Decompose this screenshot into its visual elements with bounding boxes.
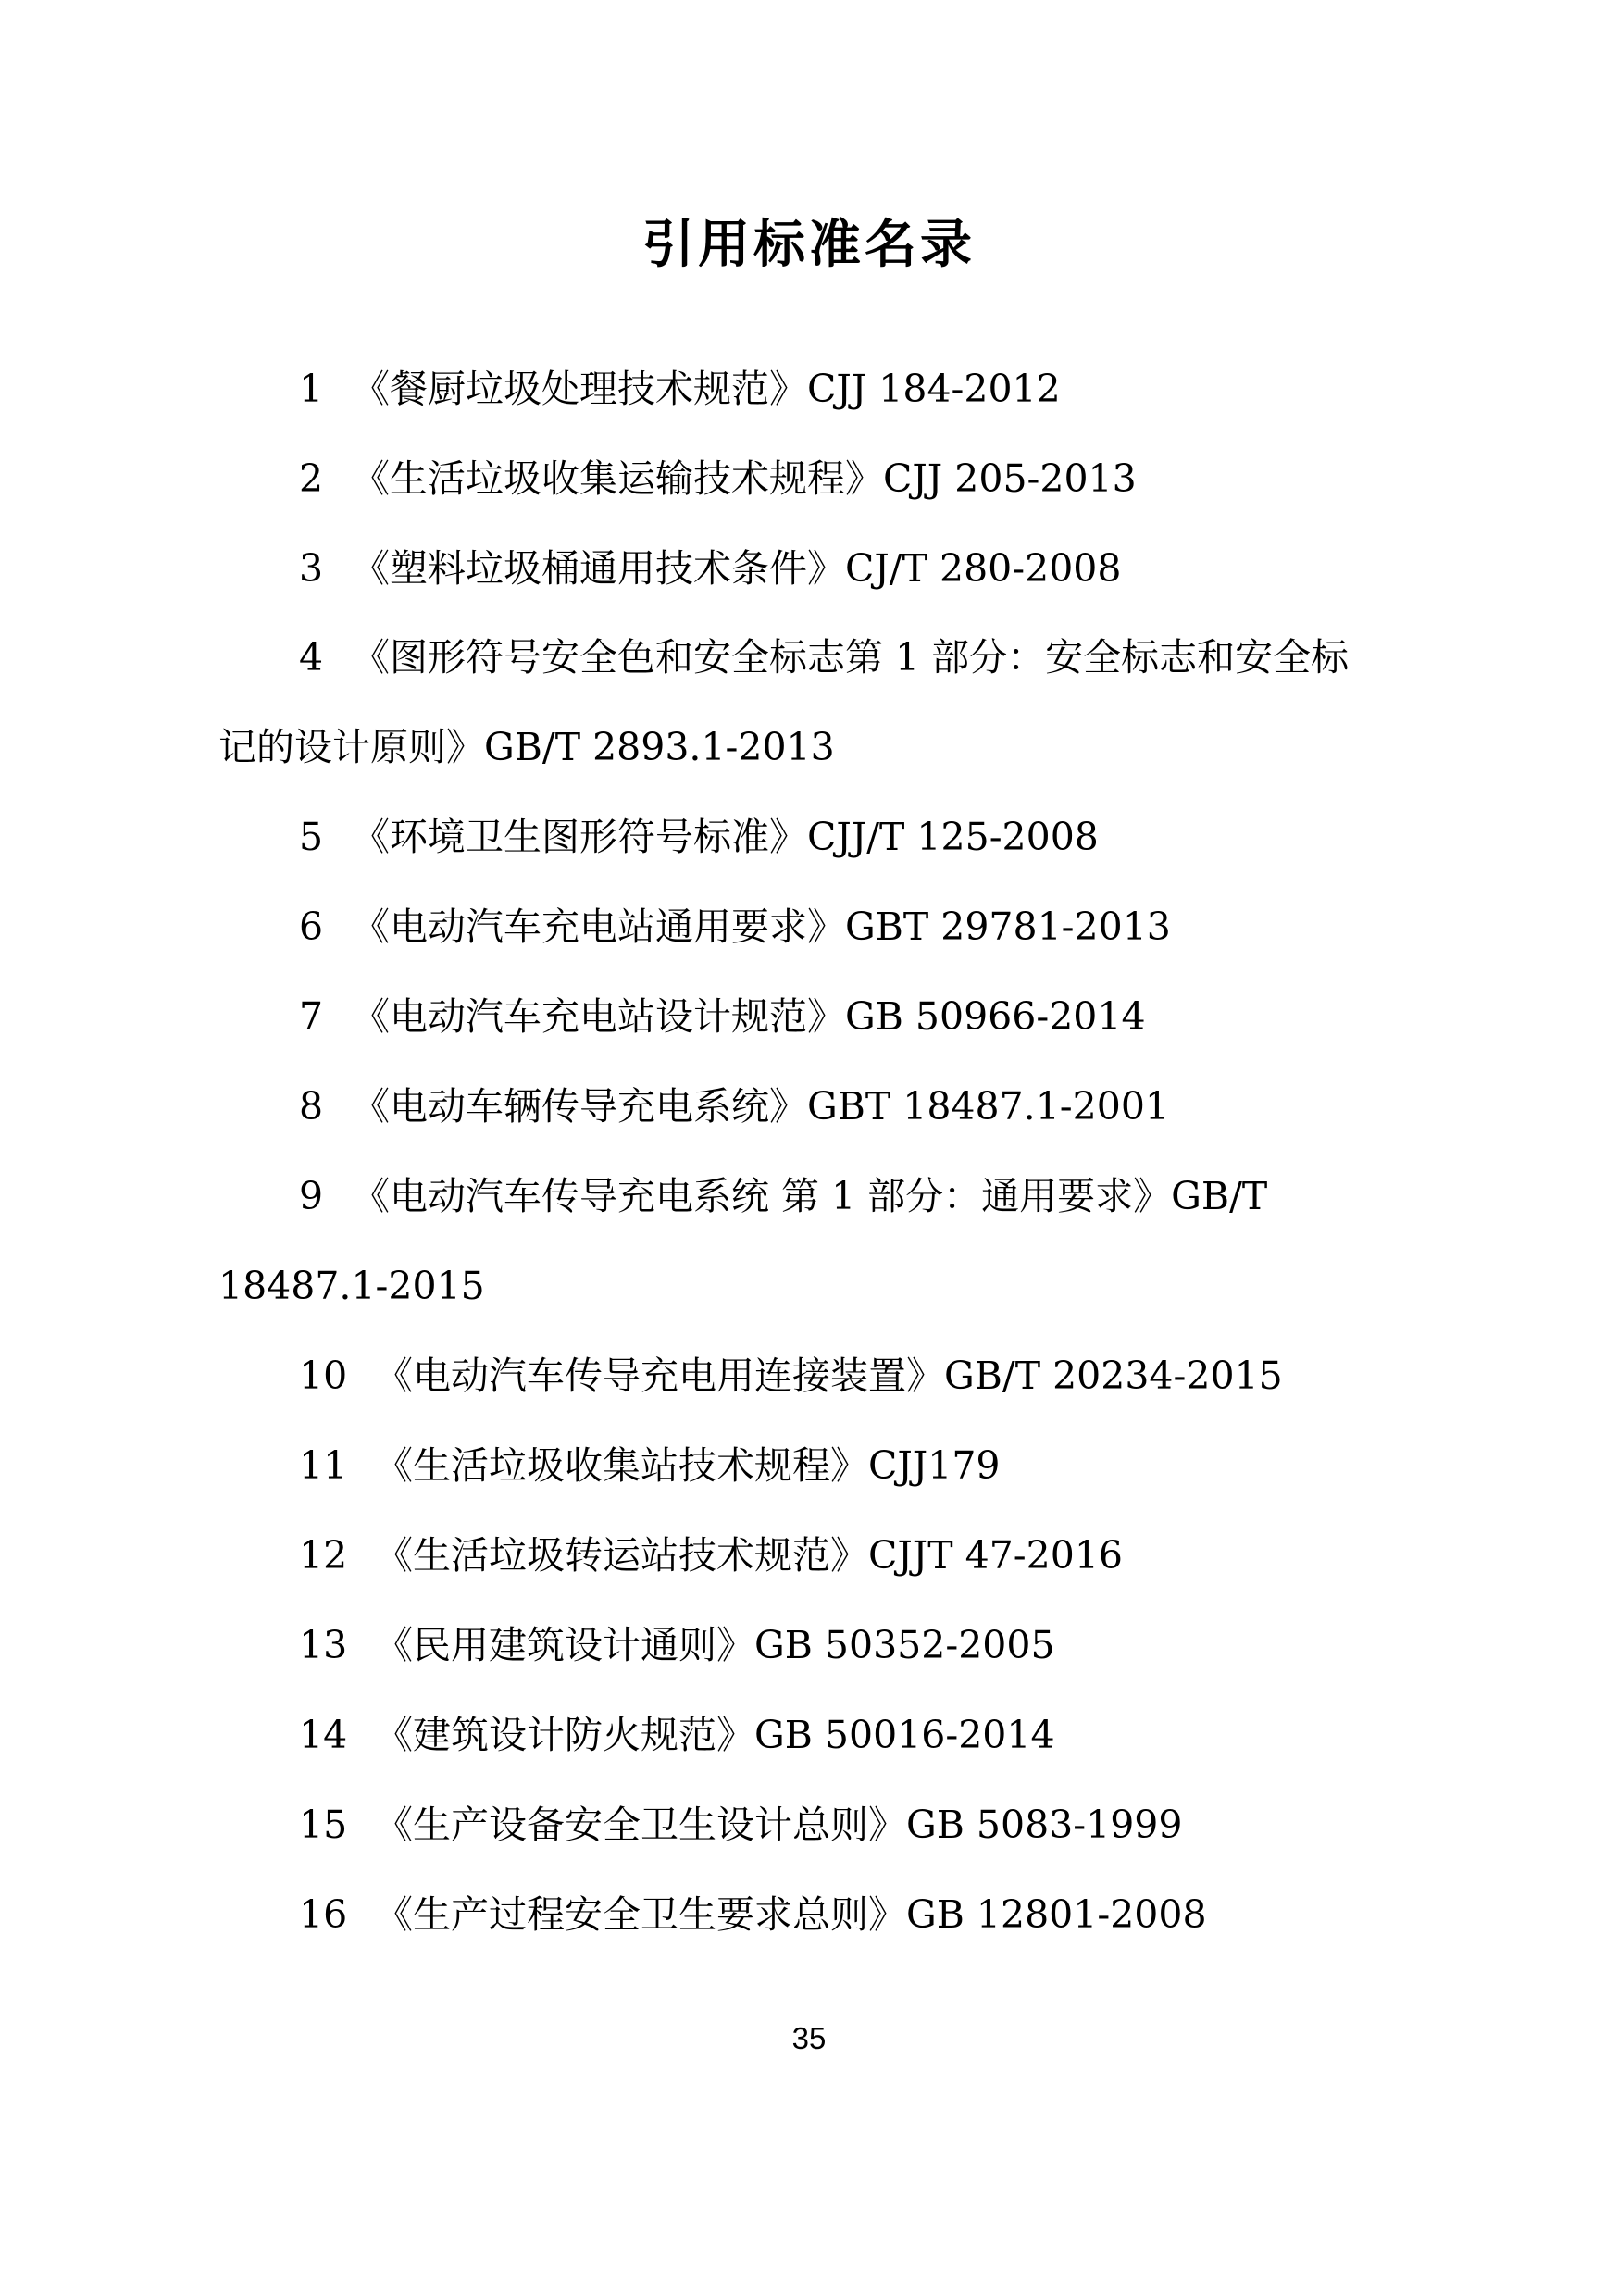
reference-text: 《餐厨垃圾处理技术规范》CJJ 184-2012 (352, 367, 1061, 411)
reference-item-11 (0, 1432, 1618, 1499)
reference-continuation: 记的设计原则》GB/T 2893.1-2013 (218, 725, 835, 769)
reference-item-9 (0, 1163, 1618, 1229)
reference-text: 《民用建筑设计通则》GB 50352-2005 (375, 1623, 1055, 1667)
reference-text: 《电动汽车充电站设计规范》GB 50966-2014 (352, 994, 1146, 1039)
reference-number: 10 (299, 1354, 348, 1398)
reference-text: 《电动汽车传导充电用连接装置》GB/T 20234-2015 (375, 1354, 1283, 1398)
reference-item-3 (0, 535, 1618, 602)
reference-number: 9 (299, 1174, 324, 1218)
reference-number: 7 (299, 994, 324, 1039)
reference-item-7 (0, 983, 1618, 1050)
reference-number: 12 (299, 1533, 348, 1578)
reference-number: 11 (299, 1443, 348, 1488)
reference-number: 13 (299, 1623, 348, 1667)
reference-number: 4 (299, 635, 324, 680)
reference-number: 14 (299, 1713, 348, 1757)
reference-item-10 (0, 1342, 1618, 1409)
reference-number: 15 (299, 1803, 348, 1847)
reference-text: 《电动车辆传导充电系统》GBT 18487.1-2001 (352, 1084, 1170, 1129)
reference-item-1 (0, 356, 1618, 422)
reference-text: 《建筑设计防火规范》GB 50016-2014 (375, 1713, 1055, 1757)
reference-item-16 (0, 1881, 1618, 1948)
reference-item-13 (0, 1612, 1618, 1678)
reference-text: 《生活垃圾收集站技术规程》CJJ179 (375, 1443, 1001, 1488)
reference-text: 《生产设备安全卫生设计总则》GB 5083-1999 (375, 1803, 1183, 1847)
reference-text: 《电动汽车充电站通用要求》GBT 29781-2013 (352, 905, 1171, 949)
reference-item-14 (0, 1702, 1618, 1768)
reference-number: 5 (299, 815, 324, 859)
page-title: 引用标准名录 (642, 215, 976, 275)
reference-text: 《生产过程安全卫生要求总则》GB 12801-2008 (375, 1892, 1207, 1937)
reference-text: 《塑料垃圾桶通用技术条件》CJ/T 280-2008 (352, 546, 1122, 591)
reference-item-15 (0, 1791, 1618, 1858)
reference-item-8 (0, 1073, 1618, 1140)
reference-item-5 (0, 804, 1618, 870)
reference-number: 16 (299, 1892, 348, 1937)
reference-text: 《环境卫生图形符号标准》CJJ/T 125-2008 (352, 815, 1099, 859)
reference-number: 3 (299, 546, 324, 591)
reference-item-4 (0, 624, 1618, 691)
reference-item-6 (0, 893, 1618, 960)
reference-number: 2 (299, 456, 324, 501)
reference-number: 6 (299, 905, 324, 949)
reference-continuation: 18487.1-2015 (218, 1264, 485, 1308)
page-number: 35 (791, 2021, 827, 2055)
reference-number: 1 (299, 367, 324, 411)
reference-text: 《生活垃圾转运站技术规范》CJJT 47-2016 (375, 1533, 1123, 1578)
reference-text: 《生活垃圾收集运输技术规程》CJJ 205-2013 (352, 456, 1137, 501)
reference-item-12 (0, 1522, 1618, 1589)
reference-number: 8 (299, 1084, 324, 1129)
reference-text: 《电动汽车传导充电系统 第 1 部分：通用要求》GB/T (352, 1174, 1268, 1218)
reference-text: 《图形符号安全色和安全标志第 1 部分：安全标志和安全标 (352, 635, 1350, 680)
reference-item-2 (0, 445, 1618, 512)
